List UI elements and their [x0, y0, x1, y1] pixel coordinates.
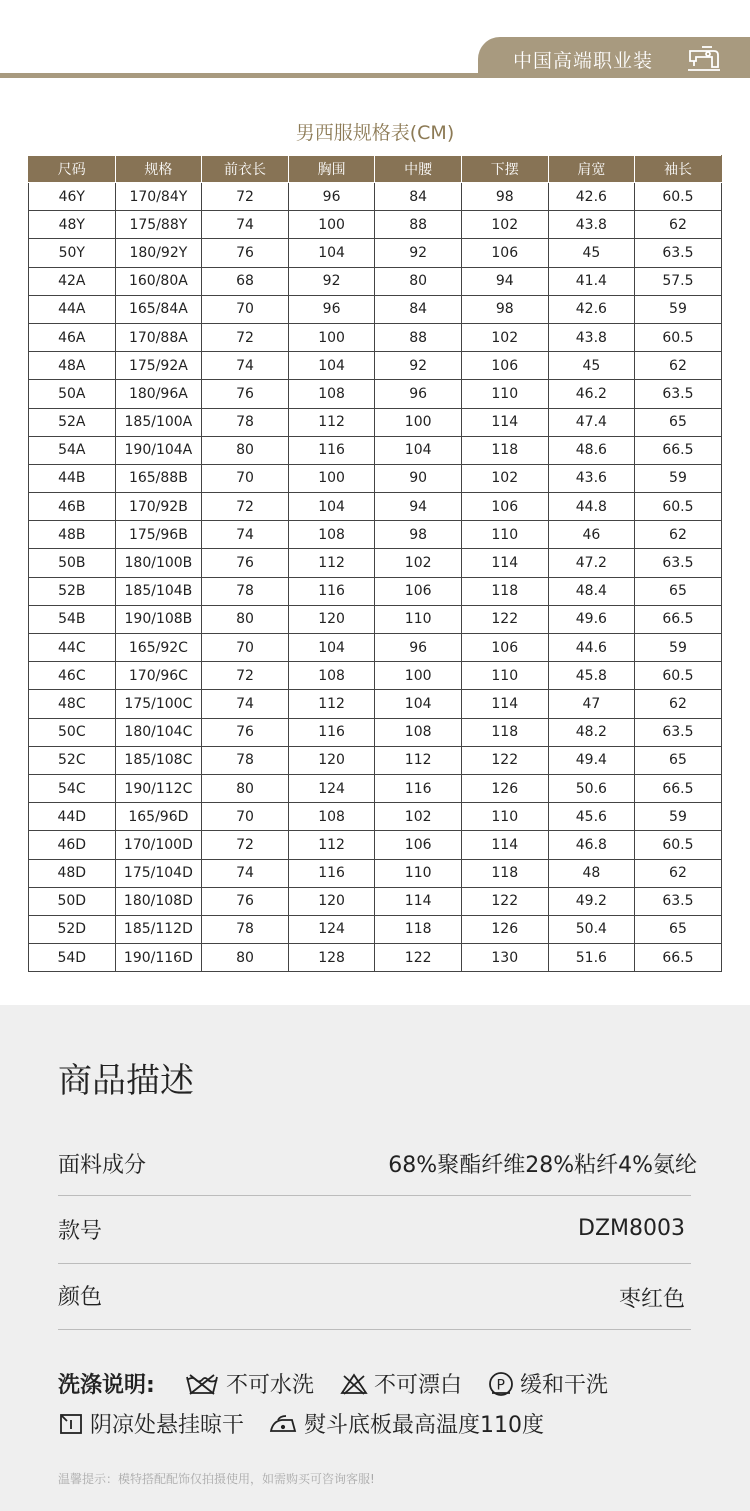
table-cell: 160/80A	[115, 267, 202, 295]
table-row	[29, 690, 722, 718]
table-cell: 59	[635, 803, 722, 831]
table-cell: 175/104D	[115, 859, 202, 887]
table-cell: 44B	[29, 464, 116, 492]
table-row	[29, 352, 722, 380]
table-cell: 102	[461, 323, 548, 351]
table-cell: 180/104C	[115, 718, 202, 746]
table-cell: 44.6	[548, 634, 635, 662]
table-cell: 118	[461, 859, 548, 887]
table-cell: 78	[202, 746, 289, 774]
table-cell: 116	[375, 774, 462, 802]
table-cell: 180/100B	[115, 549, 202, 577]
table-cell: 104	[288, 352, 375, 380]
table-cell: 65	[635, 915, 722, 943]
fabric-value: 68%聚酯纤维28%粘纤4%氨纶	[388, 1153, 697, 1178]
table-cell: 108	[288, 521, 375, 549]
table-cell: 66.5	[635, 944, 722, 972]
table-row	[29, 774, 722, 802]
table-cell: 78	[202, 408, 289, 436]
table-cell: 110	[461, 380, 548, 408]
table-row	[29, 831, 722, 859]
table-cell: 106	[375, 831, 462, 859]
color-value: 枣红色	[618, 1287, 685, 1312]
table-cell: 52A	[29, 408, 116, 436]
table-cell: 52D	[29, 915, 116, 943]
table-cell: 170/100D	[115, 831, 202, 859]
table-cell: 78	[202, 915, 289, 943]
table-cell: 66.5	[635, 605, 722, 633]
table-cell: 46Y	[29, 183, 116, 211]
table-cell: 70	[202, 464, 289, 492]
table-cell: 72	[202, 183, 289, 211]
size-table-title: 男西服规格表(CM)	[295, 122, 455, 144]
table-cell: 104	[288, 239, 375, 267]
table-cell: 45	[548, 352, 635, 380]
table-row	[29, 183, 722, 211]
table-cell: 70	[202, 634, 289, 662]
table-cell: 70	[202, 803, 289, 831]
size-table	[28, 155, 722, 972]
table-cell: 50Y	[29, 239, 116, 267]
table-cell: 72	[202, 831, 289, 859]
table-cell: 41.4	[548, 267, 635, 295]
table-cell: 80	[202, 436, 289, 464]
table-cell: 185/108C	[115, 746, 202, 774]
table-cell: 50.4	[548, 915, 635, 943]
table-row	[29, 605, 722, 633]
model-row	[58, 1198, 691, 1264]
table-row	[29, 436, 722, 464]
table-cell: 118	[375, 915, 462, 943]
table-cell: 46B	[29, 493, 116, 521]
svg-text:P: P	[496, 1377, 505, 1393]
table-cell: 44D	[29, 803, 116, 831]
table-cell: 126	[461, 774, 548, 802]
table-cell: 48Y	[29, 211, 116, 239]
table-cell: 170/88A	[115, 323, 202, 351]
table-cell: 116	[288, 436, 375, 464]
table-cell: 59	[635, 634, 722, 662]
no-bleach-icon	[340, 1372, 368, 1396]
table-cell: 102	[461, 464, 548, 492]
table-cell: 72	[202, 493, 289, 521]
table-header-row	[29, 156, 722, 183]
care-item-dry-clean	[488, 1368, 608, 1399]
table-cell: 50A	[29, 380, 116, 408]
column-header: 胸围	[288, 156, 375, 183]
table-cell: 185/104B	[115, 577, 202, 605]
care-item-shade-dry	[58, 1408, 244, 1439]
table-cell: 62	[635, 211, 722, 239]
table-cell: 190/104A	[115, 436, 202, 464]
table-row	[29, 718, 722, 746]
table-cell: 165/92C	[115, 634, 202, 662]
table-cell: 170/92B	[115, 493, 202, 521]
table-cell: 104	[375, 436, 462, 464]
table-cell: 66.5	[635, 774, 722, 802]
table-cell: 114	[375, 887, 462, 915]
table-cell: 112	[375, 746, 462, 774]
table-cell: 190/112C	[115, 774, 202, 802]
table-cell: 106	[461, 239, 548, 267]
table-cell: 78	[202, 577, 289, 605]
table-cell: 104	[288, 493, 375, 521]
table-cell: 52C	[29, 746, 116, 774]
table-cell: 76	[202, 380, 289, 408]
table-cell: 120	[288, 605, 375, 633]
table-cell: 46D	[29, 831, 116, 859]
table-cell: 59	[635, 464, 722, 492]
table-cell: 49.6	[548, 605, 635, 633]
table-cell: 116	[288, 859, 375, 887]
table-cell: 74	[202, 690, 289, 718]
table-cell: 92	[375, 239, 462, 267]
table-cell: 165/88B	[115, 464, 202, 492]
table-cell: 74	[202, 352, 289, 380]
column-header: 尺码	[29, 156, 116, 183]
table-cell: 100	[375, 408, 462, 436]
table-row	[29, 521, 722, 549]
table-cell: 49.2	[548, 887, 635, 915]
table-cell: 110	[375, 859, 462, 887]
table-cell: 44.8	[548, 493, 635, 521]
table-cell: 48.2	[548, 718, 635, 746]
table-cell: 120	[288, 746, 375, 774]
table-row	[29, 380, 722, 408]
color-label: 颜色	[58, 1285, 103, 1310]
table-cell: 45.8	[548, 662, 635, 690]
table-cell: 47.4	[548, 408, 635, 436]
table-cell: 60.5	[635, 493, 722, 521]
table-cell: 185/112D	[115, 915, 202, 943]
table-cell: 60.5	[635, 183, 722, 211]
table-cell: 80	[202, 605, 289, 633]
table-cell: 90	[375, 464, 462, 492]
table-cell: 76	[202, 549, 289, 577]
table-cell: 63.5	[635, 549, 722, 577]
table-cell: 98	[461, 183, 548, 211]
table-cell: 84	[375, 295, 462, 323]
table-cell: 92	[375, 352, 462, 380]
table-cell: 76	[202, 718, 289, 746]
table-cell: 175/100C	[115, 690, 202, 718]
header-title: 中国高端职业装	[513, 50, 654, 72]
table-cell: 60.5	[635, 662, 722, 690]
table-cell: 52B	[29, 577, 116, 605]
table-cell: 48	[548, 859, 635, 887]
table-cell: 59	[635, 295, 722, 323]
table-cell: 122	[461, 746, 548, 774]
table-cell: 80	[202, 774, 289, 802]
care-text-no-bleach: 不可漂白	[374, 1373, 463, 1398]
table-cell: 122	[375, 944, 462, 972]
table-row	[29, 634, 722, 662]
table-cell: 100	[288, 464, 375, 492]
table-cell: 110	[461, 521, 548, 549]
table-cell: 76	[202, 239, 289, 267]
table-cell: 50B	[29, 549, 116, 577]
column-header: 中腰	[375, 156, 462, 183]
table-cell: 175/88Y	[115, 211, 202, 239]
table-cell: 60.5	[635, 323, 722, 351]
table-cell: 98	[375, 521, 462, 549]
care-item-iron	[268, 1408, 544, 1439]
table-row	[29, 464, 722, 492]
table-cell: 104	[375, 690, 462, 718]
table-cell: 130	[461, 944, 548, 972]
table-cell: 108	[288, 662, 375, 690]
table-cell: 65	[635, 408, 722, 436]
table-cell: 180/96A	[115, 380, 202, 408]
iron-icon	[268, 1412, 298, 1436]
table-cell: 50.6	[548, 774, 635, 802]
table-cell: 106	[461, 634, 548, 662]
table-cell: 124	[288, 915, 375, 943]
table-cell: 57.5	[635, 267, 722, 295]
care-item-no-wash	[184, 1368, 314, 1399]
table-cell: 72	[202, 662, 289, 690]
no-wash-icon	[184, 1372, 220, 1396]
table-cell: 63.5	[635, 239, 722, 267]
table-row	[29, 493, 722, 521]
table-row	[29, 295, 722, 323]
table-cell: 112	[288, 690, 375, 718]
table-cell: 46A	[29, 323, 116, 351]
table-cell: 65	[635, 577, 722, 605]
table-cell: 102	[375, 549, 462, 577]
table-cell: 102	[375, 803, 462, 831]
table-cell: 118	[461, 577, 548, 605]
table-cell: 42.6	[548, 183, 635, 211]
table-row	[29, 549, 722, 577]
model-value: DZM8003	[578, 1216, 685, 1241]
table-cell: 54C	[29, 774, 116, 802]
table-row	[29, 662, 722, 690]
table-cell: 114	[461, 408, 548, 436]
column-header: 肩宽	[548, 156, 635, 183]
table-cell: 42A	[29, 267, 116, 295]
table-row	[29, 915, 722, 943]
table-cell: 60.5	[635, 831, 722, 859]
table-cell: 46.2	[548, 380, 635, 408]
table-cell: 45.6	[548, 803, 635, 831]
table-cell: 106	[461, 352, 548, 380]
table-cell: 72	[202, 323, 289, 351]
table-cell: 46.8	[548, 831, 635, 859]
shade-dry-icon	[58, 1412, 84, 1436]
table-cell: 114	[461, 549, 548, 577]
table-cell: 110	[461, 662, 548, 690]
table-cell: 48D	[29, 859, 116, 887]
table-cell: 112	[288, 549, 375, 577]
table-cell: 118	[461, 718, 548, 746]
table-cell: 102	[461, 211, 548, 239]
table-cell: 180/108D	[115, 887, 202, 915]
care-text-iron: 熨斗底板最高温度110度	[304, 1413, 544, 1438]
table-cell: 165/84A	[115, 295, 202, 323]
table-cell: 50D	[29, 887, 116, 915]
table-cell: 62	[635, 690, 722, 718]
table-cell: 96	[288, 295, 375, 323]
table-cell: 47.2	[548, 549, 635, 577]
table-cell: 68	[202, 267, 289, 295]
table-cell: 54A	[29, 436, 116, 464]
table-cell: 74	[202, 521, 289, 549]
table-cell: 44A	[29, 295, 116, 323]
table-cell: 80	[375, 267, 462, 295]
table-cell: 112	[288, 831, 375, 859]
sewing-machine-icon	[686, 43, 722, 73]
table-cell: 48.4	[548, 577, 635, 605]
table-cell: 63.5	[635, 380, 722, 408]
table-cell: 88	[375, 323, 462, 351]
table-cell: 48.6	[548, 436, 635, 464]
care-text-shade-dry: 阴凉处悬挂晾干	[90, 1413, 245, 1438]
dry-clean-p-icon	[488, 1371, 514, 1397]
table-row	[29, 944, 722, 972]
table-cell: 170/84Y	[115, 183, 202, 211]
table-cell: 175/96B	[115, 521, 202, 549]
table-cell: 96	[288, 183, 375, 211]
table-cell: 42.6	[548, 295, 635, 323]
table-row	[29, 577, 722, 605]
table-cell: 180/92Y	[115, 239, 202, 267]
table-cell: 94	[375, 493, 462, 521]
table-cell: 43.6	[548, 464, 635, 492]
table-cell: 106	[375, 577, 462, 605]
table-cell: 65	[635, 746, 722, 774]
table-cell: 48A	[29, 352, 116, 380]
care-item-no-bleach	[340, 1368, 462, 1399]
table-cell: 116	[288, 718, 375, 746]
table-cell: 122	[461, 887, 548, 915]
table-cell: 106	[461, 493, 548, 521]
color-row	[58, 1264, 691, 1330]
table-cell: 46	[548, 521, 635, 549]
fabric-row	[58, 1130, 697, 1196]
table-cell: 54D	[29, 944, 116, 972]
column-header: 袖长	[635, 156, 722, 183]
table-row	[29, 239, 722, 267]
table-cell: 74	[202, 859, 289, 887]
table-cell: 46C	[29, 662, 116, 690]
table-cell: 44C	[29, 634, 116, 662]
care-text-dry-clean: 缓和干洗	[520, 1373, 609, 1398]
table-cell: 96	[375, 634, 462, 662]
table-cell: 118	[461, 436, 548, 464]
table-cell: 120	[288, 887, 375, 915]
table-cell: 126	[461, 915, 548, 943]
table-cell: 54B	[29, 605, 116, 633]
table-cell: 116	[288, 577, 375, 605]
description-title: 商品描述	[58, 1061, 194, 1101]
table-cell: 165/96D	[115, 803, 202, 831]
care-instructions	[58, 1368, 609, 1399]
table-cell: 124	[288, 774, 375, 802]
table-row	[29, 803, 722, 831]
table-cell: 104	[288, 634, 375, 662]
table-cell: 110	[461, 803, 548, 831]
table-row	[29, 323, 722, 351]
table-cell: 49.4	[548, 746, 635, 774]
table-cell: 45	[548, 239, 635, 267]
table-cell: 98	[461, 295, 548, 323]
table-cell: 51.6	[548, 944, 635, 972]
table-cell: 84	[375, 183, 462, 211]
table-cell: 170/96C	[115, 662, 202, 690]
tip-text: 温馨提示：模特搭配配饰仅拍摄使用，如需购买可咨询客服!	[58, 1472, 375, 1486]
table-cell: 76	[202, 887, 289, 915]
table-cell: 62	[635, 521, 722, 549]
table-row	[29, 267, 722, 295]
table-row	[29, 408, 722, 436]
table-cell: 63.5	[635, 718, 722, 746]
table-cell: 43.8	[548, 211, 635, 239]
table-cell: 108	[288, 380, 375, 408]
table-cell: 110	[375, 605, 462, 633]
table-cell: 74	[202, 211, 289, 239]
table-row	[29, 887, 722, 915]
table-cell: 63.5	[635, 887, 722, 915]
table-cell: 48B	[29, 521, 116, 549]
table-row	[29, 859, 722, 887]
table-cell: 62	[635, 352, 722, 380]
table-cell: 128	[288, 944, 375, 972]
table-cell: 122	[461, 605, 548, 633]
product-description-section	[0, 1005, 750, 1511]
table-cell: 88	[375, 211, 462, 239]
table-cell: 62	[635, 859, 722, 887]
fabric-label: 面料成分	[58, 1153, 147, 1178]
table-cell: 100	[288, 323, 375, 351]
table-cell: 66.5	[635, 436, 722, 464]
column-header: 前衣长	[202, 156, 289, 183]
table-cell: 108	[288, 803, 375, 831]
table-cell: 94	[461, 267, 548, 295]
table-cell: 185/100A	[115, 408, 202, 436]
table-cell: 190/108B	[115, 605, 202, 633]
table-cell: 92	[288, 267, 375, 295]
care-label: 洗涤说明:	[58, 1373, 155, 1398]
table-row	[29, 211, 722, 239]
column-header: 下摆	[461, 156, 548, 183]
table-cell: 43.8	[548, 323, 635, 351]
table-cell: 108	[375, 718, 462, 746]
table-cell: 96	[375, 380, 462, 408]
table-cell: 70	[202, 295, 289, 323]
column-header: 规格	[115, 156, 202, 183]
table-row	[29, 746, 722, 774]
model-label: 款号	[58, 1219, 103, 1244]
table-cell: 190/116D	[115, 944, 202, 972]
table-cell: 47	[548, 690, 635, 718]
table-cell: 114	[461, 831, 548, 859]
table-cell: 175/92A	[115, 352, 202, 380]
table-cell: 50C	[29, 718, 116, 746]
table-cell: 100	[288, 211, 375, 239]
table-cell: 100	[375, 662, 462, 690]
table-cell: 80	[202, 944, 289, 972]
care-text-no-wash: 不可水洗	[226, 1373, 315, 1398]
table-cell: 48C	[29, 690, 116, 718]
table-cell: 114	[461, 690, 548, 718]
table-cell: 112	[288, 408, 375, 436]
